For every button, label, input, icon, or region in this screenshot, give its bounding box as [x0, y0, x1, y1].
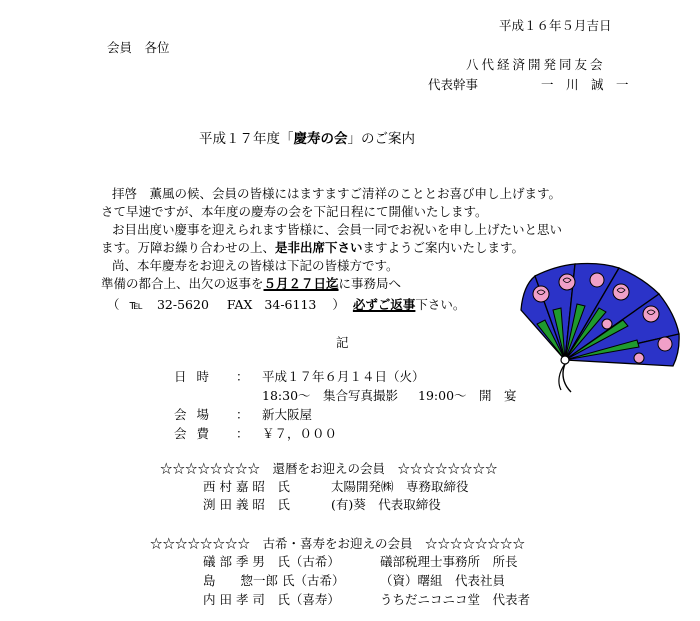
member-organization: 礒部税理士事務所 所長	[380, 554, 518, 569]
member-name: 内 田 孝 司 氏（喜寿）	[203, 592, 340, 607]
body-line-4	[101, 240, 524, 255]
ki-marker: 記	[336, 335, 349, 350]
sender-organization: 八代経済開発同友会	[466, 57, 606, 72]
folding-fan-illustration	[519, 262, 684, 394]
time-gathering: 18:30～ 集合写真撮影	[262, 388, 399, 403]
member-organization: 太陽開発㈱ 専務取締役	[331, 479, 469, 494]
date-label: 日時	[174, 369, 220, 384]
contact-close-paren: ）	[332, 297, 345, 312]
fax-label: FAX	[226, 297, 253, 312]
time-opening: 19:00～ 開 宴	[418, 388, 517, 403]
fee-colon: ：	[236, 426, 249, 441]
detail-time-row	[262, 388, 517, 403]
member-name: 島 惣一郎 氏（古希）	[203, 573, 345, 588]
detail-venue-row	[174, 407, 312, 422]
member-name: 礒 部 季 男 氏（古希）	[203, 554, 340, 569]
body-line-1: 拝啓 薫風の候、会員の皆様にはますますご清祥のこととお喜び申し上げます。	[112, 186, 562, 201]
member-organization: (有)葵 代表取締役	[331, 497, 441, 512]
representative-title: 代表幹事	[428, 77, 479, 92]
body-line-6-pre: 準備の都合上、出欠の返事を	[101, 276, 264, 291]
title-suffix: 」のご案内	[347, 131, 415, 147]
fee-label: 会費	[174, 426, 220, 441]
detail-date-row	[174, 369, 425, 384]
fee-value: ￥７，０００	[262, 426, 338, 441]
reply-deadline: ５月２７日迄	[263, 276, 339, 291]
section-koki-kiju-heading: ☆☆☆☆☆☆☆☆ 古希・喜寿をお迎えの会員 ☆☆☆☆☆☆☆☆	[150, 536, 526, 551]
body-line-4-pre: ます。万障お繰り合わせの上、	[101, 240, 276, 255]
tel-label: ℡	[129, 297, 143, 312]
fax-number: 34-6113	[264, 297, 317, 312]
member-organization: （資）曙組 代表社員	[380, 573, 506, 588]
letter-date: 平成１６年５月吉日	[499, 18, 612, 33]
tel-number: 32-5620	[156, 297, 209, 312]
body-line-2: さて早速ですが、本年度の慶寿の会を下記日程にて開催いたします。	[101, 204, 488, 219]
representative-name: 一 川 誠 一	[541, 77, 629, 92]
member-organization: うちだニコニコ堂 代表者	[380, 592, 531, 607]
venue-colon: ：	[236, 407, 249, 422]
venue-label: 会場	[174, 407, 220, 422]
section-kanreki-heading: ☆☆☆☆☆☆☆☆ 還暦をお迎えの会員 ☆☆☆☆☆☆☆☆	[160, 461, 498, 476]
body-line-4-post: ますようご案内いたします。	[362, 240, 525, 255]
detail-fee-row	[174, 426, 337, 441]
date-value: 平成１７年６月１４日（火）	[262, 369, 425, 384]
attendance-request: 是非出席下さい	[275, 240, 363, 255]
reply-required: 必ずご返事	[352, 297, 416, 312]
contact-line-end: 下さい。	[415, 297, 466, 312]
body-line-6-post: に事務局へ	[338, 276, 402, 291]
contact-line	[107, 297, 465, 312]
body-line-6	[101, 276, 401, 291]
body-line-3: お目出度い慶事を迎えられます皆様に、会員一同でお祝いを申し上げたいと思い	[112, 222, 563, 237]
member-name: 西 村 嘉 昭 氏	[203, 479, 290, 494]
body-line-5: 尚、本年慶寿をお迎えの皆様は下記の皆様方です。	[112, 258, 399, 273]
venue-value: 新大阪屋	[262, 407, 313, 422]
addressee: 会員 各位	[107, 40, 170, 55]
contact-open-paren: （	[107, 297, 120, 312]
title-event-name: 慶寿の会	[293, 131, 348, 147]
member-name: 渕 田 義 昭 氏	[203, 497, 290, 512]
document-title	[199, 131, 415, 147]
date-colon: ：	[236, 369, 249, 384]
title-prefix: 平成１７年度「	[199, 131, 294, 147]
